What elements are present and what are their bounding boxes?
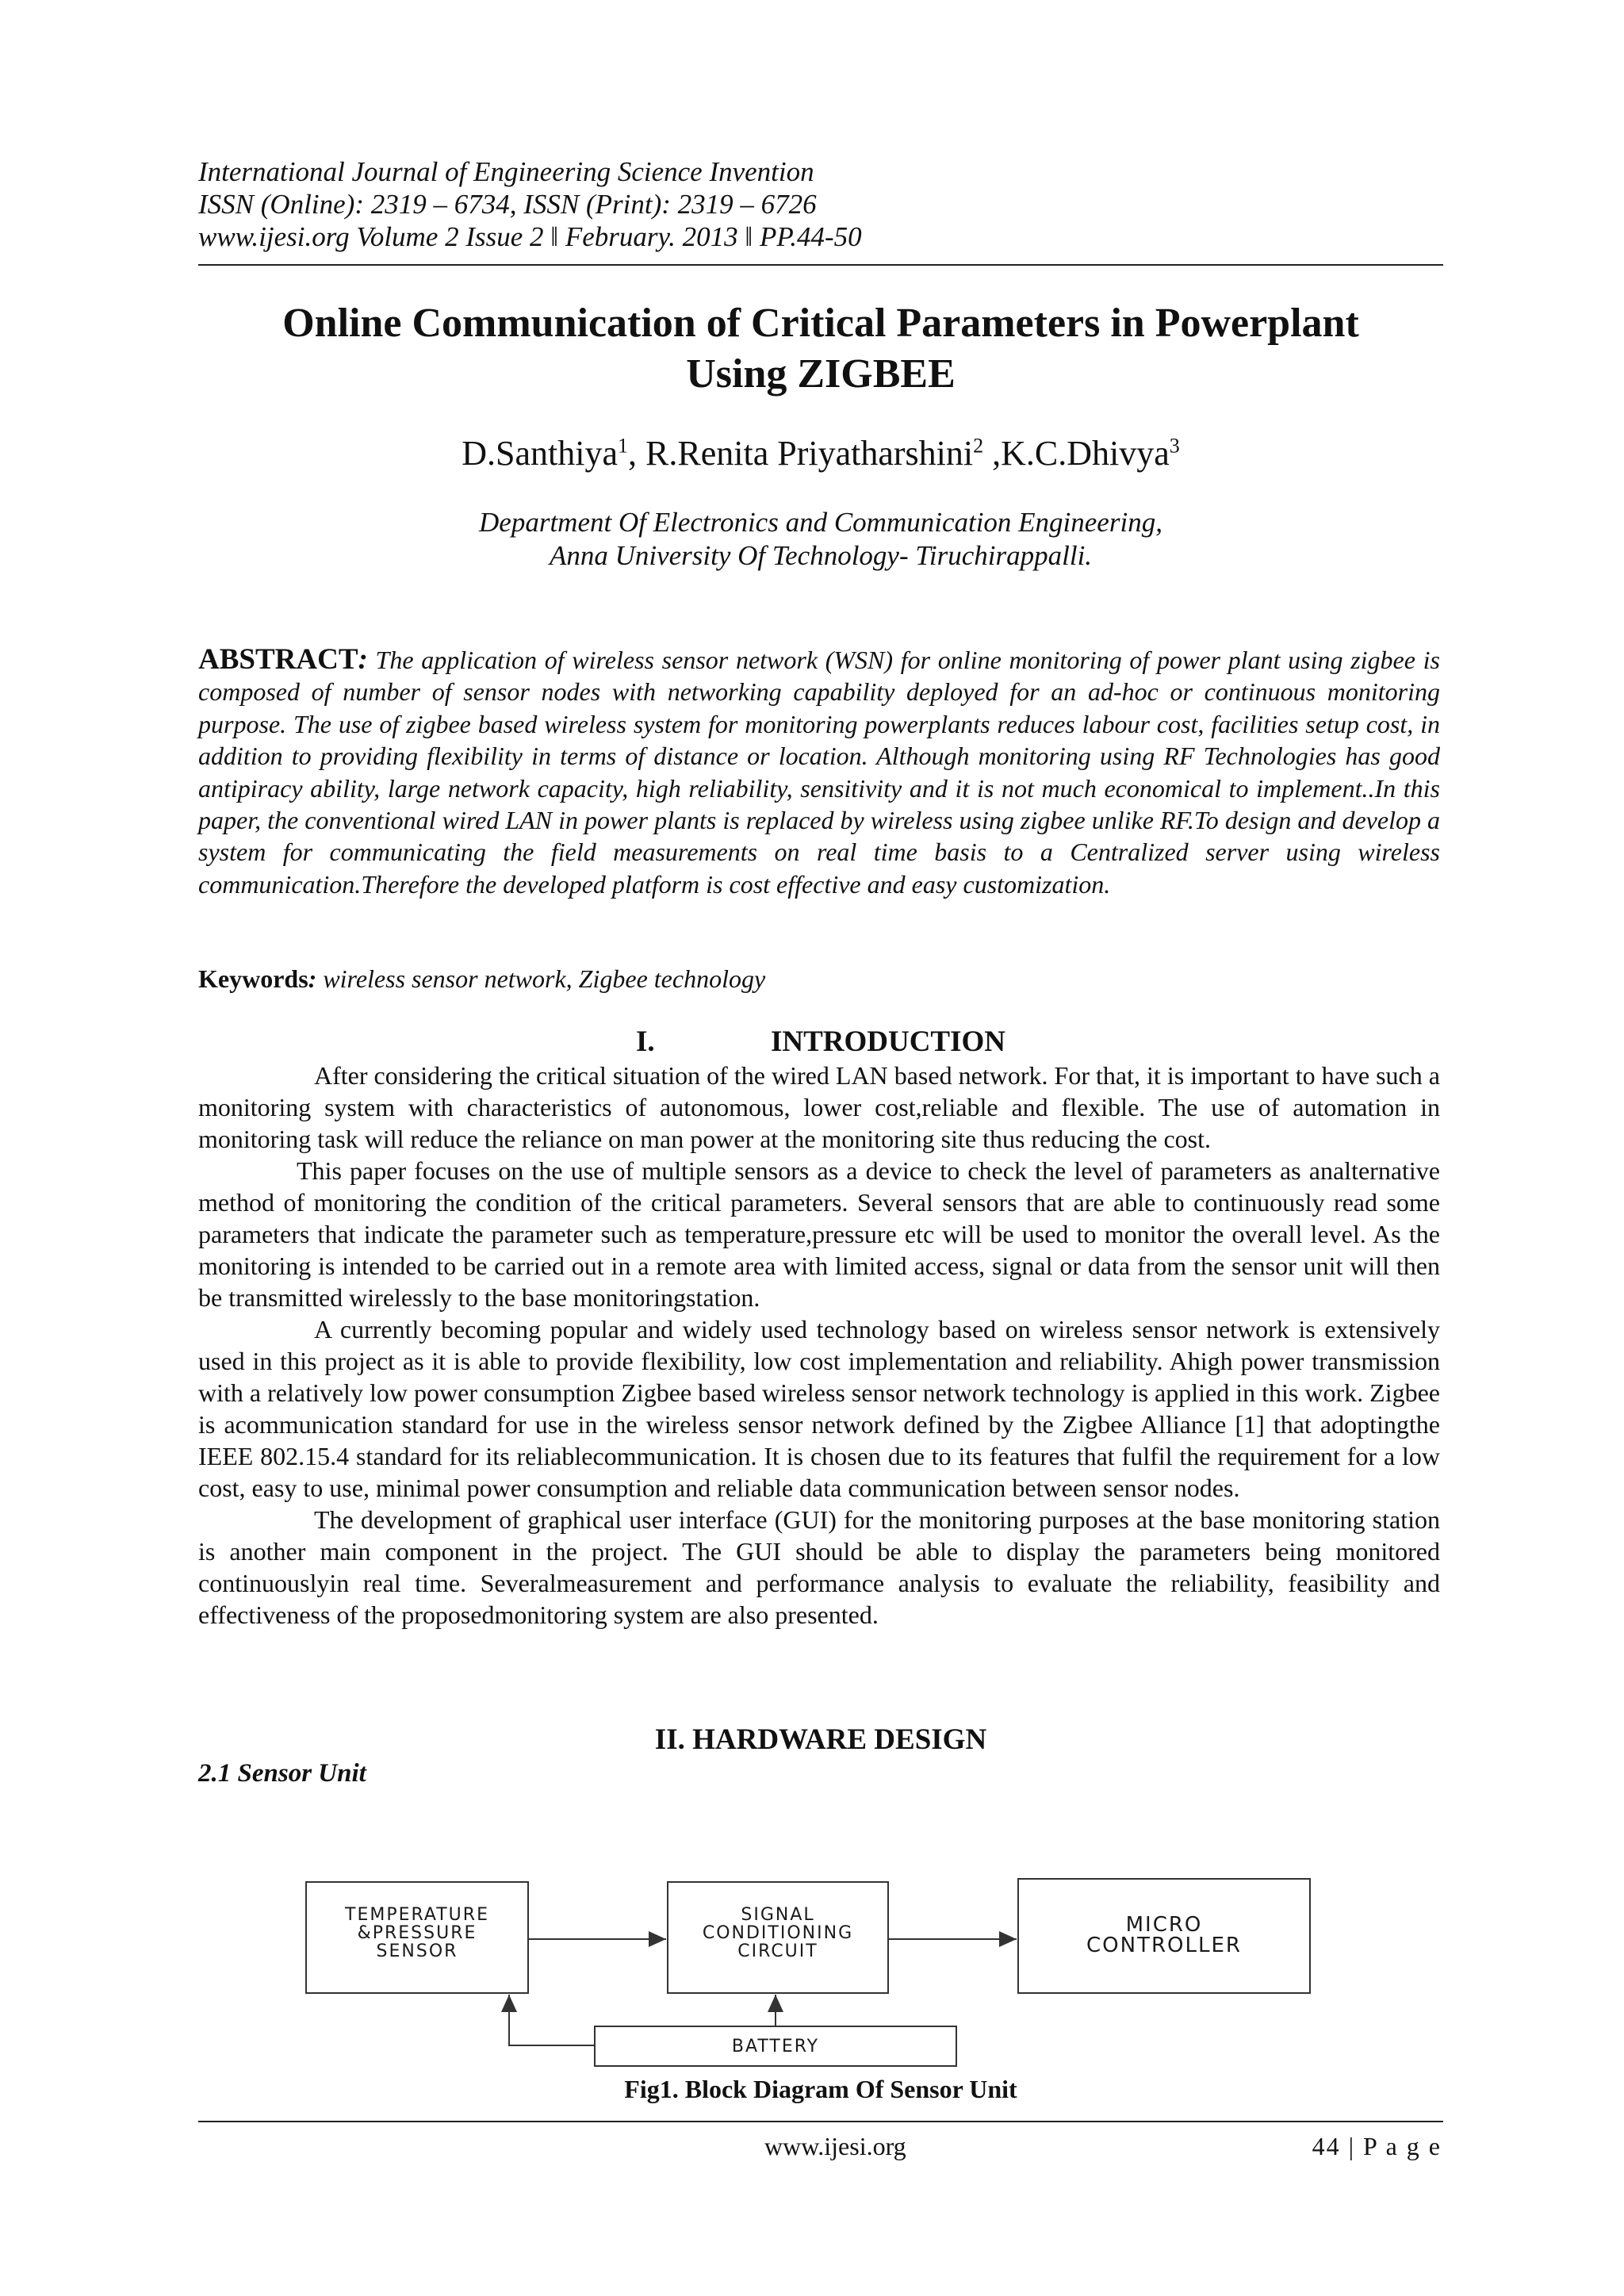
section-heading-hardware: II. HARDWARE DESIGN — [654, 1723, 987, 1756]
micro-label-line-2: CONTROLLER — [1086, 1934, 1242, 1957]
paragraph: A currently becoming popular and widely used technology based on wireless sensor network is extensively used in this project as it is able to provide flexibility, low cost implementation and reliability. Ahigh power transmission with a relatively low power consumption Zigbee based wireless sensor network technology is applied in this work. Zigbee is acommunication standard for use in the wireless sensor network defined by the Zigbee Alliance [1] that adoptingthe IEEE 802.15.4 standard for its reliablecommunication. It is chosen due to its features that fulfil the requirement for a low cost, easy to use, minimal power consumption and reliable data communication between sensor nodes. — [198, 1315, 1440, 1502]
title-line-1: Online Communication of Critical Parameters in Powerplant — [282, 301, 1359, 346]
sensor-label-line-2: &PRESSURE — [357, 1923, 477, 1943]
conditioning-label-line-1: SIGNAL — [741, 1905, 815, 1925]
keywords-label: Keywords — [198, 964, 308, 993]
affiliation-line-2: Anna University Of Technology- Tiruchirappalli. — [549, 540, 1093, 571]
journal-header — [198, 155, 1443, 253]
paragraph: After considering the critical situation of the wired LAN based network. For that, it is important to have such a monitoring system with characteristics of autonomous, lower cost,reliable and flexible. The use of automation in monitoring task will reduce the reliance on man power at the monitoring site thus reducing the cost. — [198, 1061, 1440, 1153]
abstract-colon: : — [358, 643, 368, 676]
author-affil-mark: 3 — [1169, 434, 1180, 458]
author-separator: , — [628, 434, 646, 473]
header-divider — [198, 264, 1443, 266]
author-affil-mark: 2 — [973, 434, 984, 458]
journal-name: International Journal of Engineering Science Invention — [198, 156, 814, 187]
journal-issn: ISSN (Online): 2319 – 6734, ISSN (Print): 2319 – 6726 — [198, 189, 817, 220]
paper-title — [198, 298, 1443, 400]
figure-caption: Fig1. Block Diagram Of Sensor Unit — [624, 2075, 1017, 2103]
affiliation-line-1: Department Of Electronics and Communication Engineering, — [479, 507, 1162, 538]
title-line-2: Using ZIGBEE — [686, 351, 956, 397]
battery-label: BATTERY — [731, 2037, 820, 2056]
abstract — [198, 644, 1440, 900]
sensor-label-line-3: SENSOR — [376, 1941, 458, 1961]
conditioning-label-line-2: CONDITIONING — [702, 1923, 854, 1943]
affiliation — [198, 506, 1443, 573]
micro-label-line-1: MICRO — [1125, 1913, 1203, 1937]
section-number: I. — [635, 1025, 655, 1058]
introduction-body — [198, 1060, 1440, 1631]
section-heading-introduction — [198, 1025, 1443, 1060]
paragraph: The development of graphical user interface (GUI) for the monitoring purposes at the base monitoring station is another main component in the project. The GUI should be able to display the parameters being monitored continuouslyin real time. Severalmeasurement and performance analysis to evaluate the reliability, feasibility and effectiveness of the proposedmonitoring system are also presented. — [198, 1505, 1440, 1629]
author-name: D.Santhiya — [462, 434, 619, 473]
footer-website: www.ijesi.org — [764, 2132, 906, 2160]
sensor-label-line-1: TEMPERATURE — [345, 1905, 489, 1925]
footer-page-number: 44 | P a g e — [1312, 2132, 1442, 2160]
journal-volume: www.ijesi.org Volume 2 Issue 2 ǁ February. 2013 ǁ PP.44-50 — [198, 221, 862, 252]
footer-divider — [198, 2121, 1443, 2122]
author-name: R.Renita Priyatharshini — [645, 434, 974, 473]
subsection-heading: 2.1 Sensor Unit — [198, 1759, 366, 1788]
abstract-label: ABSTRACT — [198, 643, 358, 676]
keywords — [198, 963, 1440, 995]
paragraph: This paper focuses on the use of multiple sensors as a device to check the level of parameters as analternative method of monitoring the condition of the critical parameters. Several sensors that are able to continuously read some parameters that indicate the parameter such as temperature,pressure etc will be used to monitor the overall level. As the monitoring is intended to be carried out in a remote area with limited access, signal or data from the sensor unit will then be transmitted wirelessly to the base monitoringstation. — [198, 1156, 1440, 1312]
block-diagram — [301, 1868, 1324, 2074]
keywords-text: wireless sensor network, Zigbee technology — [316, 964, 766, 993]
conditioning-label-line-3: CIRCUIT — [737, 1941, 818, 1961]
author-affil-mark: 1 — [618, 434, 629, 458]
author-separator: , — [983, 434, 1002, 473]
keywords-colon: : — [308, 964, 317, 993]
section-title: INTRODUCTION — [770, 1025, 1006, 1058]
author-name: K.C.Dhivya — [1001, 434, 1170, 473]
abstract-text: The application of wireless sensor network (WSN) for online monitoring of power plant using zigbee is composed of number of sensor nodes with networking capability deployed for an ad-hoc or continuous monitoring purpose. The use of zigbee based wireless system for monitoring powerplants reduces labour cost, facilities setup cost, in addition to providing flexibility in terms of distance or location. Although monitoring using RF Technologies has good antipiracy ability, large network capacity, high reliability, sensitivity and it is not much economical to implement..In this paper, the conventional wired LAN in power plants is replaced by wireless using zigbee unlike RF.To design and develop a system for communicating the field measurements on real time basis to a Centralized server using wireless communication.Therefore the developed platform is cost effective and easy customization. — [198, 646, 1440, 899]
author-list — [198, 431, 1443, 476]
arrow-battery-to-sensor — [509, 1995, 595, 2045]
